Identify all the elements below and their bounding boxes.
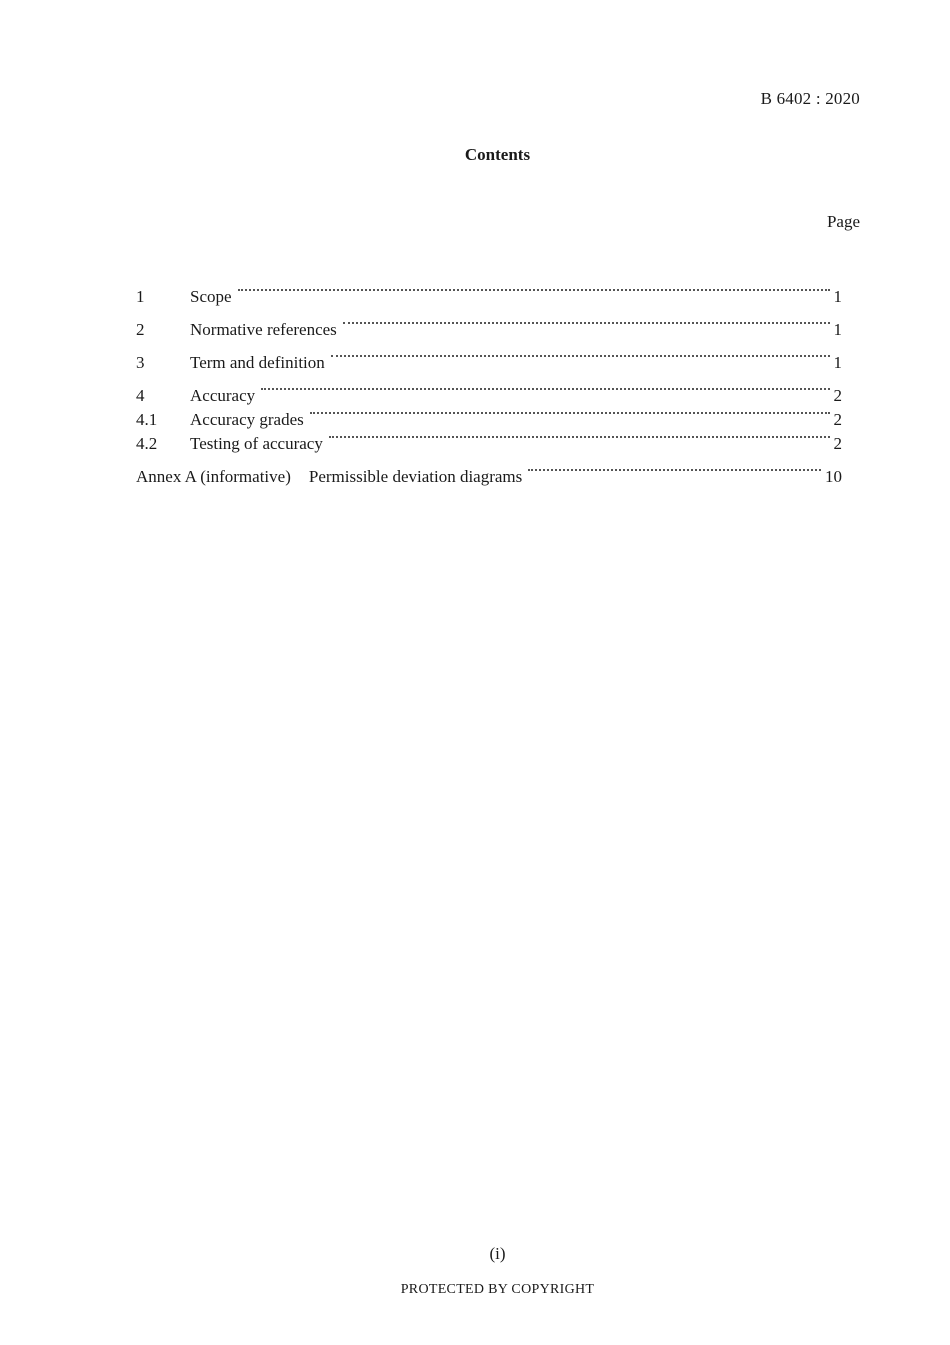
table-of-contents: [136, 278, 842, 486]
toc-entry-page: 1: [833, 320, 842, 339]
dot-leader: [327, 425, 832, 449]
copyright-notice: PROTECTED BY COPYRIGHT: [400, 1282, 595, 1297]
toc-entry-title: Normative references: [190, 320, 337, 339]
toc-entry-term-and-definition[interactable]: [136, 344, 842, 372]
toc-entry-number: 4: [136, 386, 145, 405]
toc-entry-title: Testing of accuracy: [190, 434, 323, 453]
toc-entry-number: 1: [136, 287, 145, 306]
annex-label: Annex A (informative): [136, 467, 291, 486]
toc-entry-title: Accuracy: [190, 386, 256, 405]
toc-entry-number: 2: [136, 320, 145, 339]
annex-page: 10: [825, 467, 842, 486]
toc-entry-number: 4.2: [136, 434, 158, 453]
toc-entry-number: 3: [136, 353, 145, 372]
dot-leader: [341, 311, 832, 335]
toc-entry-page: 1: [833, 353, 842, 372]
annex-title: Permissible deviation diagrams: [308, 467, 523, 486]
page-column-heading: Page: [826, 212, 860, 231]
toc-entry-number: 4.1: [136, 410, 158, 429]
toc-entry-normative-references[interactable]: [136, 311, 842, 339]
toc-entry-title: Scope: [190, 287, 232, 306]
footer-page-number: (i): [489, 1244, 506, 1263]
toc-entry-title: Accuracy grades: [190, 410, 304, 429]
toc-entry-page: 2: [833, 410, 842, 429]
toc-entry-page: 2: [833, 434, 842, 453]
toc-entry-scope[interactable]: [136, 278, 842, 306]
dot-leader: [236, 278, 832, 302]
dot-leader: [526, 458, 823, 482]
dot-leader: [329, 344, 832, 368]
toc-entry-title: Term and definition: [190, 353, 325, 372]
dot-leader: [259, 377, 831, 401]
toc-entry-page: 2: [833, 386, 842, 405]
toc-entry-annex-a[interactable]: [136, 458, 842, 486]
dot-leader: [308, 401, 832, 425]
standard-number: B 6402 : 2020: [760, 89, 860, 108]
toc-entry-accuracy[interactable]: [136, 377, 842, 405]
toc-entry-page: 1: [833, 287, 842, 306]
contents-title: Contents: [464, 145, 531, 164]
